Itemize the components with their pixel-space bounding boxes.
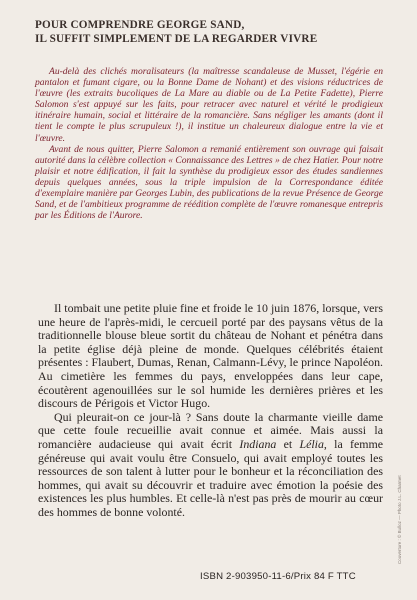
heading-line-2: IL SUFFIT SIMPLEMENT DE LA REGARDER VIVRE [35, 33, 318, 45]
book-title-lelia: Lélia [299, 436, 324, 451]
excerpt-p2-conjunction: et [276, 436, 300, 451]
publisher-blurb [35, 66, 383, 221]
excerpt-paragraph-2 [38, 411, 383, 520]
book-title-indiana: Indiana [239, 436, 277, 451]
excerpt-p2-part-1: Qui pleurait-on ce jour-là ? Sans doute la charmante vieille dame que cette foule recueillie avait connue et aimée. Mais aussi la romancière audacieuse qui avait écrit [38, 409, 383, 451]
photo-credit [389, 454, 402, 564]
excerpt-p2-part-2: , la femme généreuse qui avait voulu être Consuelo, qui avait employé toutes les ressources de son talent à lutter pour le bonheur et la réconciliation des hommes, qui avait su découvrir et traduire avec émotion la poésie des existences les plus humbles. Et celle-là n'est pas près de mourir au cœur des hommes de bonne volonté. [38, 436, 384, 519]
excerpt-text [38, 302, 383, 520]
excerpt-paragraph-1: Il tombait une petite pluie fine et froide le 10 juin 1876, lorsque, vers une heure de l'après-midi, le cercueil porté par des paysans vêtus de la traditionnelle blouse bleue sortit du château de Nohant et pénétra dans la petite église déjà pleine de monde. Quelques célébrités étaient présentes : Flaubert, Dumas, Renan, Calmann-Lévy, le prince Napoléon. Au cimetière les femmes du pays, enveloppées dans leur cape, écoutèrent agenouillées sur le sol humide les dernières prières et les discours de Périgois et Victor Hugo. [38, 301, 383, 411]
isbn-price: ISBN 2-903950-11-6/Prix 84 F TTC [200, 571, 356, 582]
blurb-paragraph-2: Avant de nous quitter, Pierre Salomon a remanié entièrement son ouvrage qui faisait autorité dans la célèbre collection « Connaissance des Lettres » de chez Hatier. Pour notre plaisir et notre édification, il fait la synthèse du prodigieux essor des études sandiennes depuis quelques années, sous la triple impulsion de la Correspondance éditée d'exemplaire manière par Georges Lubin, des publications de la revue Présence de George Sand, et de l'ambitieux programme de réédition complète de l'œuvre romanesque entrepris par les Éditions de l'Aurore. [35, 143, 383, 222]
photo-credit-text: Couverture : © Bulloz — Photo J.L. Charmet [397, 475, 402, 564]
heading-line-1: POUR COMPRENDRE GEORGE SAND, [35, 19, 245, 31]
blurb-paragraph-1: Au-delà des clichés moralisateurs (la maîtresse scandaleuse de Musset, l'égérie en pantalon et fumant cigare, ou la Bonne Dame de Nohant) et des visions réductrices de l'œuvre (les extraits bucoliques de La Mare au diable ou de La Petite Fadette), Pierre Salomon s'est appuyé sur les faits, pour retracer avec naturel et vérité le prodigieux itinéraire humain, social et littéraire de la romancière. Sans négliger les amants (dont il tient le compte le plus scrupuleux !), il institue un chaleureux dialogue entre la vie et l'œuvre. [35, 66, 383, 144]
cover-heading [35, 18, 395, 46]
